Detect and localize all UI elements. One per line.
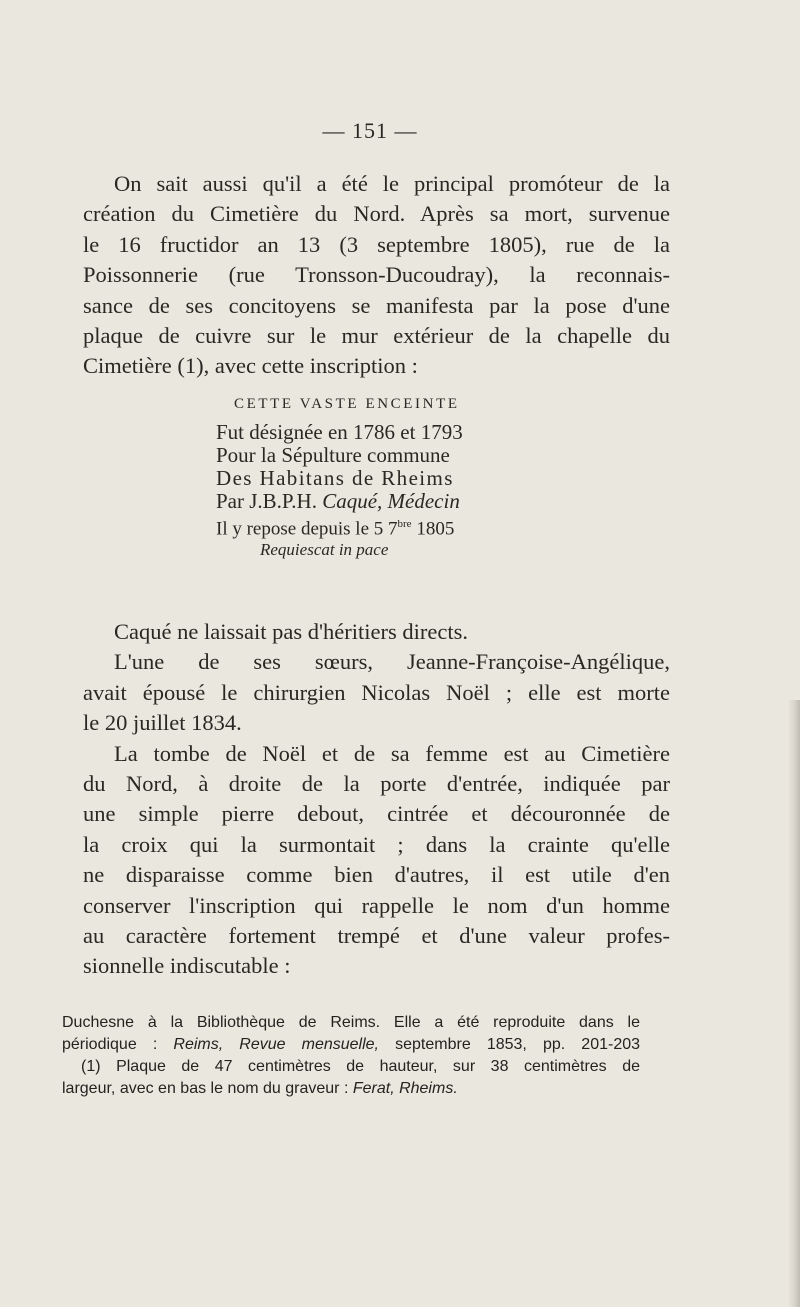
text-line: la croix qui la surmontait ; dans la crainte qu'elle <box>83 831 670 857</box>
text-line: plaque de cuivre sur le mur extérieur de la chapelle du <box>83 323 670 349</box>
inscription-text: Par J.B.P.H. <box>216 489 323 513</box>
footnote-line <box>62 1034 640 1056</box>
text-line: du Nord, à droite de la porte d'entrée, indiquée par <box>83 771 670 797</box>
inscription-italic: Caqué, Médecin <box>322 489 460 513</box>
inscription-motto: Requiescat in pace <box>260 540 389 559</box>
text-line: Poissonnerie (rue Tronsson-Ducoudray), la reconnais- <box>83 262 670 288</box>
text-line: le 20 juillet 1834. <box>83 710 242 736</box>
footnote-italic: Reims, Revue mensuelle, <box>173 1036 380 1053</box>
text-line: sionnelle indiscutable : <box>83 953 291 979</box>
inscription-text: Il y repose depuis le 5 7 <box>216 518 398 540</box>
text-line: Cimetière (1), avec cette inscription : <box>83 353 418 379</box>
footnote-italic: Ferat, Rheims. <box>352 1080 458 1097</box>
text-line: ne disparaisse comme bien d'autres, il est utile d'en <box>83 862 670 888</box>
inscription-line: Des Habitans de Rheims <box>216 466 454 490</box>
inscription-text: 1805 <box>411 518 455 540</box>
text-line: On sait aussi qu'il a été le principal promóteur de la <box>114 171 670 196</box>
text-line: le 16 fructidor an 13 (3 septembre 1805), rue de la <box>83 231 670 257</box>
inscription-line <box>216 513 454 541</box>
intro-paragraph <box>83 169 670 382</box>
inscription-line: Pour la Sépulture commune <box>216 443 450 467</box>
text-line: création du Cimetière du Nord. Après sa mort, survenue <box>83 201 670 227</box>
footnote-text: périodique : <box>62 1036 174 1053</box>
superscript: bre <box>397 518 412 530</box>
footnotes <box>62 1012 640 1100</box>
main-paragraphs <box>83 617 670 982</box>
text-line: conserver l'inscription qui rappelle le nom d'un homme <box>83 892 670 918</box>
footnote-text: septembre 1853, pp. 201-203 <box>379 1036 641 1053</box>
text-line: avait épousé le chirurgien Nicolas Noël ; elle est morte <box>83 679 670 705</box>
footnote-line: Duchesne à la Bibliothèque de Reims. Elle a été reproduite dans le <box>62 1014 640 1031</box>
inscription-heading: CETTE VASTE ENCEINTE <box>234 396 460 412</box>
text-line: sance de ses concitoyens se manifesta par la pose d'une <box>83 292 670 318</box>
text-line: Caqué ne laissait pas d'héritiers directs. <box>114 619 468 644</box>
page-number: — 151 — <box>322 118 418 143</box>
footnote-line <box>62 1078 640 1100</box>
text-line: une simple pierre debout, cintrée et découronnée de <box>83 801 670 827</box>
footnote-line: (1) Plaque de 47 centimètres de hauteur, sur 38 centimètres de <box>81 1058 640 1075</box>
footnote-text: largeur, avec en bas le nom du graveur : <box>62 1080 353 1097</box>
inscription-line: Fut désignée en 1786 et 1793 <box>216 420 463 444</box>
text-line: La tombe de Noël et de sa femme est au Cimetière <box>114 740 670 766</box>
page-edge-shadow <box>788 700 800 1307</box>
text-line: L'une de ses sœurs, Jeanne-Françoise-Angélique, <box>114 649 670 675</box>
inscription-line <box>216 490 460 513</box>
text-line: au caractère fortement trempé et d'une valeur profes- <box>83 923 670 949</box>
